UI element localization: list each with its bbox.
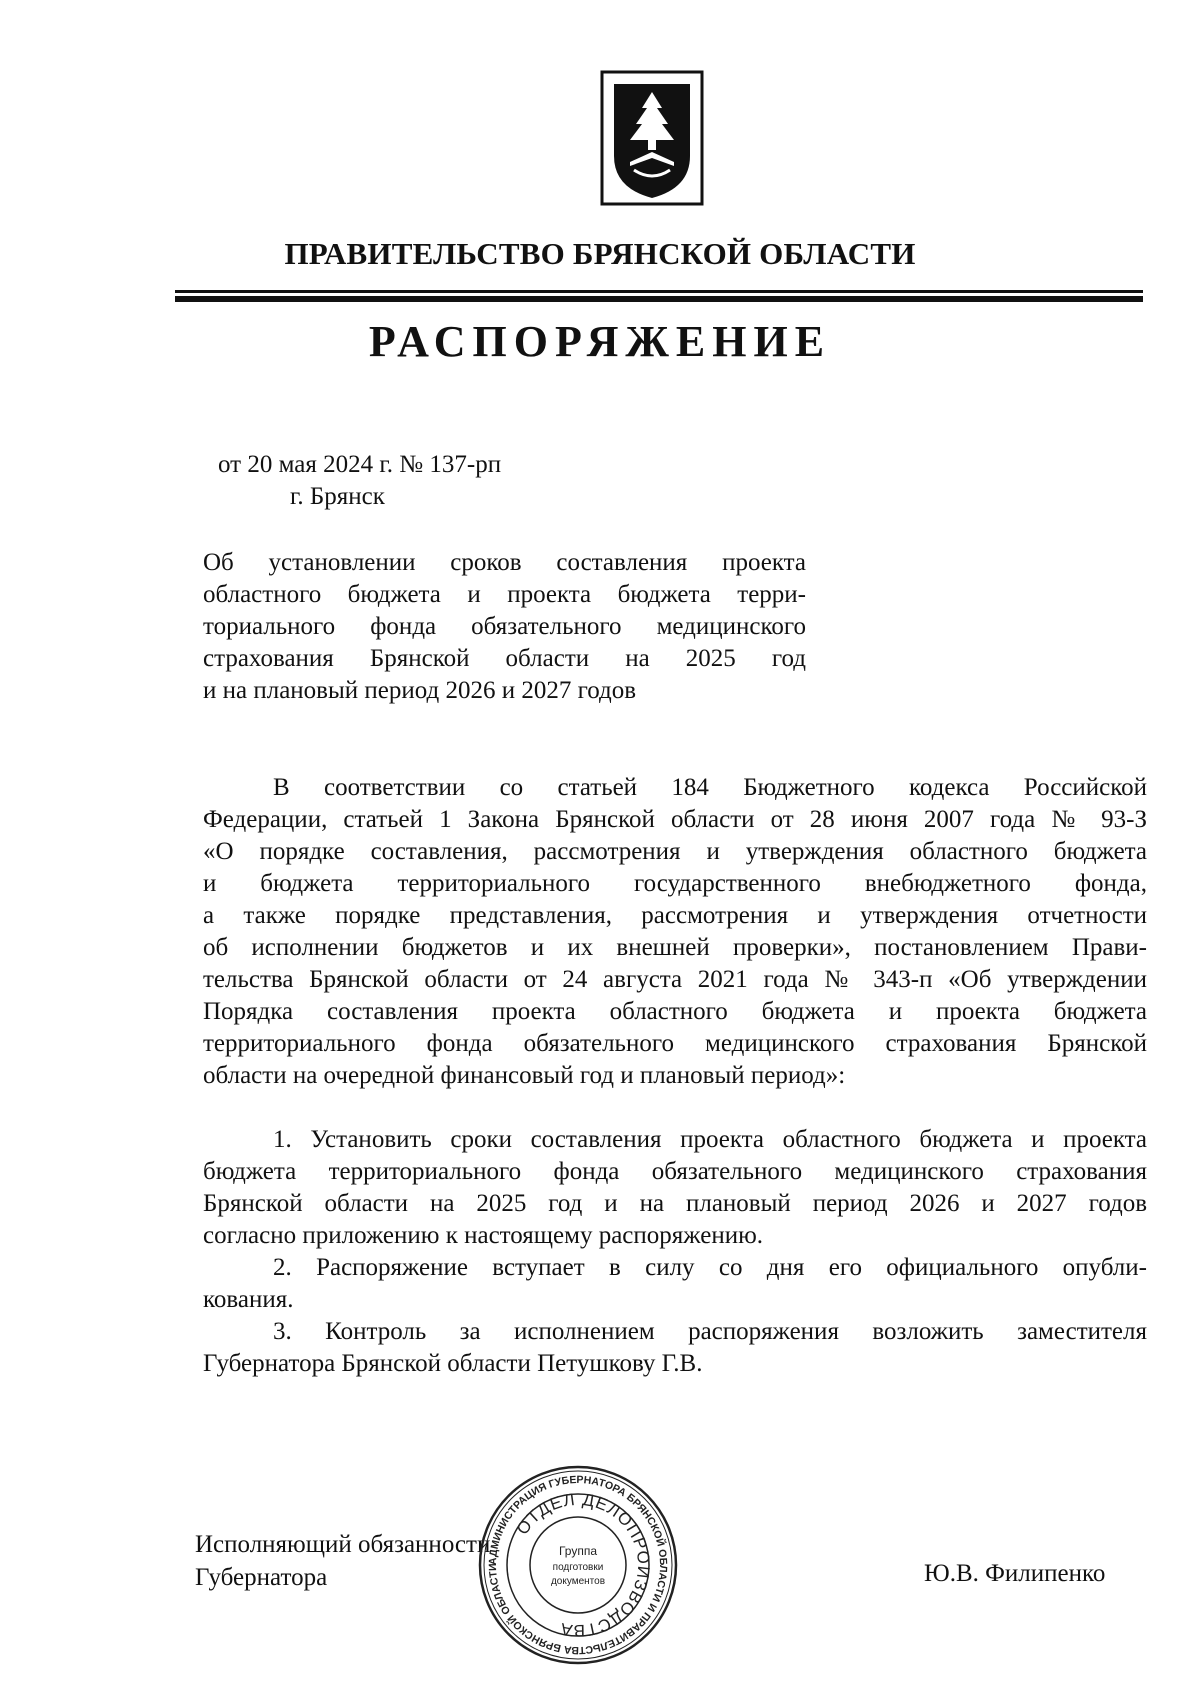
preamble-line: об исполнении бюджетов и их внешней проверки», постановлением Прави- <box>203 934 1147 961</box>
preamble-line: территориального фонда обязательного медицинского страхования Брянской <box>203 1030 1147 1057</box>
subject-line: областного бюджета и проекта бюджета терри- <box>203 581 806 608</box>
preamble-line: области на очередной финансовый год и плановый период»: <box>203 1062 846 1089</box>
operative-items <box>203 1124 1147 1380</box>
item-line: 1. Установить сроки составления проекта областного бюджета и проекта <box>273 1126 1147 1153</box>
preamble-line: «О порядке составления, рассмотрения и утверждения областного бюджета <box>203 838 1147 865</box>
item-line: 3. Контроль за исполнением распоряжения возложить заместителя <box>273 1318 1147 1345</box>
subject-line: Об установлении сроков составления проекта <box>203 549 806 576</box>
organization-title: ПРАВИТЕЛЬСТВО БРЯНСКОЙ ОБЛАСТИ <box>284 236 916 271</box>
signatory-position-line: Губернатора <box>195 1564 328 1591</box>
coat-of-arms-emblem <box>600 70 704 206</box>
stamp-center-line: документов <box>550 1576 606 1587</box>
item-line: бюджета территориального фонда обязательного медицинского страхования <box>203 1158 1147 1185</box>
document-city: г. Брянск <box>290 483 385 510</box>
preamble-line: а также порядке представления, рассмотрения и утверждения отчетности <box>203 902 1147 929</box>
document-subject <box>203 547 806 707</box>
item-line: согласно приложению к настоящему распоряжению. <box>203 1222 764 1249</box>
header-divider-thin <box>175 290 1143 293</box>
signatory-position-line: Исполняющий обязанности <box>195 1531 491 1558</box>
item-line: Брянской области на 2025 год и на плановый период 2026 и 2027 годов <box>203 1190 1147 1217</box>
header-divider-thick <box>175 296 1143 302</box>
item-line: 2. Распоряжение вступает в силу со дня его официального опубли- <box>273 1254 1147 1281</box>
stamp-center-line: подготовки <box>552 1562 604 1573</box>
stamp-center-line: Группа <box>558 1544 598 1558</box>
subject-line: и на плановый период 2026 и 2027 годов <box>203 677 637 704</box>
document-type-heading: РАСПОРЯЖЕНИЕ <box>368 317 832 366</box>
office-stamp <box>476 1463 680 1667</box>
signatory-position <box>195 1528 490 1594</box>
stamp-outer-text: АДМИНИСТРАЦИЯ ГУБЕРНАТОРА БРЯНСКОЙ ОБЛАСТИ И ПРАВИТЕЛЬСТВА БРЯНСКОЙ ОБЛАСТИ <box>486 1473 670 1657</box>
item-line: кования. <box>203 1286 294 1313</box>
preamble-line: Федерации, статьей 1 Закона Брянской области от 28 июня 2007 года № 93-З <box>203 806 1147 833</box>
preamble-line: тельства Брянской области от 24 августа 2021 года № 343-п «Об утверждении <box>203 966 1147 993</box>
subject-line: страхования Брянской области на 2025 год <box>203 645 806 672</box>
item-line: Губернатора Брянской области Петушкову Г.В. <box>203 1350 703 1377</box>
subject-line: ториального фонда обязательного медицинского <box>203 613 806 640</box>
preamble-line: и бюджета территориального государственного внебюджетного фонда, <box>203 870 1147 897</box>
preamble-line: В соответствии со статьей 184 Бюджетного кодекса Российской <box>273 774 1147 801</box>
stamp-ring-text: ОТДЕЛ ДЕЛОПРОИЗВОДСТВА <box>512 1489 654 1641</box>
preamble-line: Порядка составления проекта областного бюджета и проекта бюджета <box>203 998 1147 1025</box>
signatory-name: Ю.В. Филипенко <box>924 1560 1106 1587</box>
document-date-number: от 20 мая 2024 г. № 137-рп <box>218 451 502 478</box>
preamble-paragraph <box>203 772 1147 1092</box>
